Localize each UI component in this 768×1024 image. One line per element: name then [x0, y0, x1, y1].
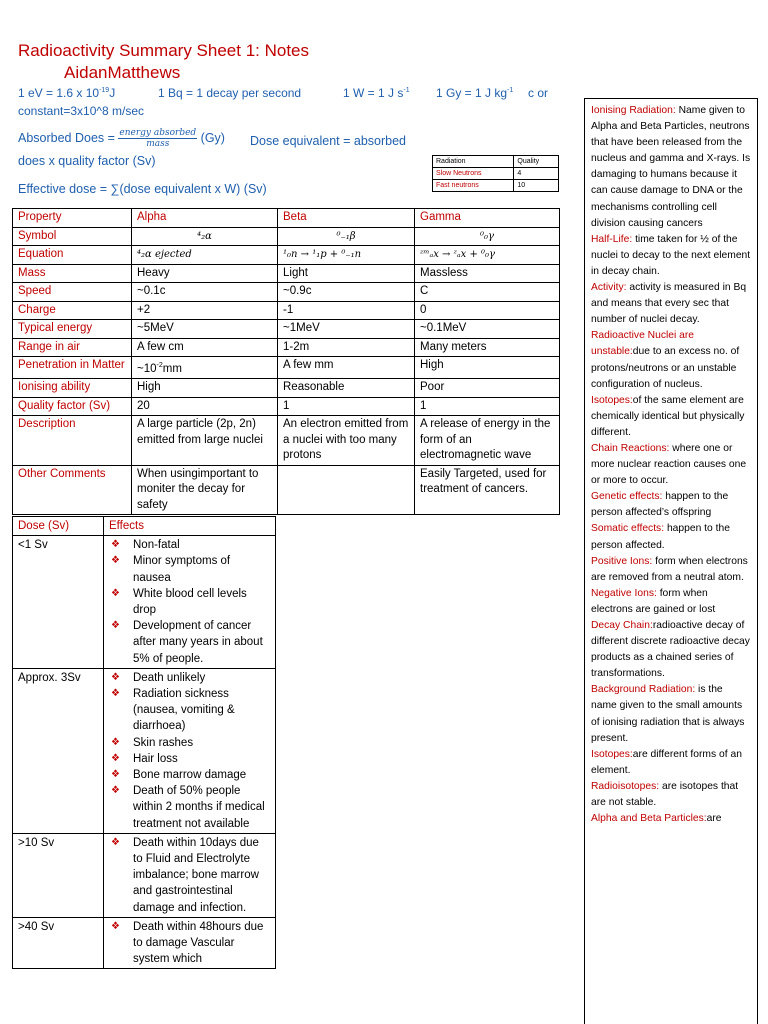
dose-equivalent-line2: does x quality factor (Sv): [18, 154, 156, 168]
dose-effects-table: [12, 516, 276, 969]
table-row: Range in air A few cm 1-2m Many meters: [13, 338, 560, 357]
table-header-row: Property Alpha Beta Gamma: [13, 209, 560, 228]
radiation-properties-table: [12, 208, 560, 515]
unit-conversions: [18, 86, 578, 120]
effects-list: [109, 670, 270, 832]
table-row: Symbol ⁴₂α ⁰₋₁β ⁰₀γ: [13, 227, 560, 246]
list-item: ❖ Minor symptoms of nausea: [109, 553, 270, 585]
dose-equivalent-line1: Dose equivalent = absorbed: [250, 134, 407, 148]
table-row: Other Comments When usingimportant to moniter the decay for safety Easily Targeted, used for treatment of cancers.: [13, 465, 560, 515]
table-row: Equation ⁴₂α ejected ¹₀n → ¹₁p + ⁰₋₁n ᶻᵐₐx → ᶻₐx + ⁰₀γ: [13, 246, 560, 265]
effects-list: [109, 835, 270, 916]
light-speed-label: c or: [528, 86, 549, 100]
effects-list: [109, 537, 270, 667]
table-row: Fast neutrons 10: [433, 180, 559, 192]
definition-item: Radioisotopes: are isotopes that are not stable.: [591, 780, 739, 809]
effective-dose-formula: Effective dose = ∑(dose equivalent x W) (Sv): [18, 182, 267, 196]
table-header-row: Dose (Sv) Effects: [13, 517, 276, 536]
list-item: ❖ Death within 10days due to Fluid and Electrolyte imbalance; bone marrow and gastrointestinal damage and infection.: [109, 835, 270, 916]
table-row: Quality factor (Sv) 20 1 1: [13, 397, 560, 416]
table-row: Radiation Quality: [433, 156, 559, 168]
definition-item: Ionising Radiation: Name given to Alpha and Beta Particles, neutrons that have been released from the nucleus and gamma and X-rays. Is damaging to humans because it can cause damage to DNA or the mechanisms controlling cell division causing cancers: [591, 105, 751, 229]
bq-conversion: 1 Bq = 1 decay per second: [158, 86, 302, 100]
definition-item: Alpha and Beta Particles:are: [591, 813, 722, 825]
table-row: Approx. 3Sv ❖ Death unlikely ❖ Radiation sickness (nausea, vomiting & diarrhoea) ❖ Skin rashes ❖ Hair loss ❖ Bone marrow damage ❖ Death of 50% people within 2 months if medical treatment not available: [13, 668, 276, 833]
light-speed-value: constant=3x10^8 m/sec: [18, 104, 145, 118]
gamma-symbol: ⁰₀γ: [415, 227, 560, 246]
list-item: ❖ White blood cell levels drop: [109, 586, 270, 618]
definitions-sidebar: [584, 98, 758, 1024]
definition-item: Decay Chain:radioactive decay of different discrete radioactive decay products as a chained series of transformations.: [591, 620, 750, 680]
definition-item: Activity: activity is measured in Bq and means that every sec that number of nuclei decay.: [591, 282, 747, 326]
definition-item: Isotopes:are different forms of an element.: [591, 748, 742, 776]
gray-conversion: 1 Gy = 1 J $kg^{-1}$: [436, 86, 514, 100]
author-name: AidanMatthews: [64, 63, 181, 82]
table-row: Ionising ability High Reasonable Poor: [13, 379, 560, 398]
page-title: [18, 40, 309, 84]
ev-conversion: 1 eV = 1.6 x $10^{-19}J$: [18, 86, 116, 100]
table-row: >40 Sv ❖ Death within 48hours due to damage Vascular system which: [13, 917, 276, 969]
table-row: Slow Neutrons 4: [433, 168, 559, 180]
list-item: ❖ Development of cancer after many years in about 5% of people.: [109, 618, 270, 667]
table-row: Typical energy ~5MeV ~1MeV ~0.1MeV: [13, 320, 560, 339]
list-item: ❖ Death within 48hours due to damage Vascular system which: [109, 919, 270, 968]
definition-item: Somatic effects: happen to the person affected.: [591, 523, 730, 551]
table-row: Speed ~0.1c ~0.9c C: [13, 283, 560, 302]
absorbed-dose-formula: Absorbed Does = $\frac{\text{energy absorbed}}{\text{mass}}$ (Gy): [18, 128, 225, 149]
beta-symbol: ⁰₋₁β: [278, 227, 415, 246]
definition-item: Background Radiation: is the name given to the small amounts of ionising radiation that is always present.: [591, 684, 745, 744]
title-text: Radioactivity Summary Sheet 1: Notes: [18, 41, 310, 60]
watt-conversion: 1 W = 1 J $s^{-1}$: [343, 86, 410, 100]
list-item: ❖ Hair loss: [109, 751, 270, 767]
list-item: ❖ Death unlikely: [109, 670, 270, 686]
table-row: >10 Sv ❖ Death within 10days due to Fluid and Electrolyte imbalance; bone marrow and gastrointestinal damage and infection.: [13, 833, 276, 917]
definition-item: Radioactive Nuclei are unstable:due to an excess no. of protons/neutrons or an unstable configuration of nucleus.: [591, 330, 740, 390]
list-item: ❖ Bone marrow damage: [109, 767, 270, 783]
effects-list: [109, 919, 270, 968]
alpha-symbol: ⁴₂α: [132, 227, 278, 246]
definition-item: Positive Ions: form when electrons are removed from a neutral atom.: [591, 555, 748, 583]
table-row: <1 Sv ❖ Non-fatal ❖ Minor symptoms of nausea ❖ White blood cell levels drop ❖ Development of cancer after many years in about 5% of people.: [13, 536, 276, 669]
list-item: ❖ Skin rashes: [109, 735, 270, 751]
definition-item: Chain Reactions: where one or more nuclear reaction causes one or more to occur.: [591, 442, 747, 487]
definition-item: Isotopes:of the same element are chemically identical but physically different.: [591, 394, 745, 438]
definition-item: Half-Life: time taken for ½ of the nuclei to decay to the next element in decay chain.: [591, 233, 751, 277]
list-item: ❖ Radiation sickness (nausea, vomiting & diarrhoea): [109, 686, 270, 735]
quality-factor-table: [432, 155, 559, 192]
table-row: Mass Heavy Light Massless: [13, 264, 560, 283]
table-row: Description A large particle (2p, 2n) emitted from large nuclei An electron emitted from a nuclei with too many protons A release of energy in the form of an electromagnetic wave: [13, 416, 560, 466]
list-item: ❖ Non-fatal: [109, 537, 270, 553]
absorbed-fraction: $\frac{\text{energy absorbed}}{\text{mass}}$: [119, 128, 197, 149]
definition-item: Genetic effects: happen to the person affected’s offspring: [591, 491, 729, 519]
definition-item: Negative Ions: form when electrons are gained or lost: [591, 587, 716, 615]
table-row: Penetration in Matter $\sim 10^{-2}mm$ A few mm High: [13, 357, 560, 379]
list-item: ❖ Death of 50% people within 2 months if medical treatment not available: [109, 783, 270, 832]
table-row: Charge +2 -1 0: [13, 301, 560, 320]
